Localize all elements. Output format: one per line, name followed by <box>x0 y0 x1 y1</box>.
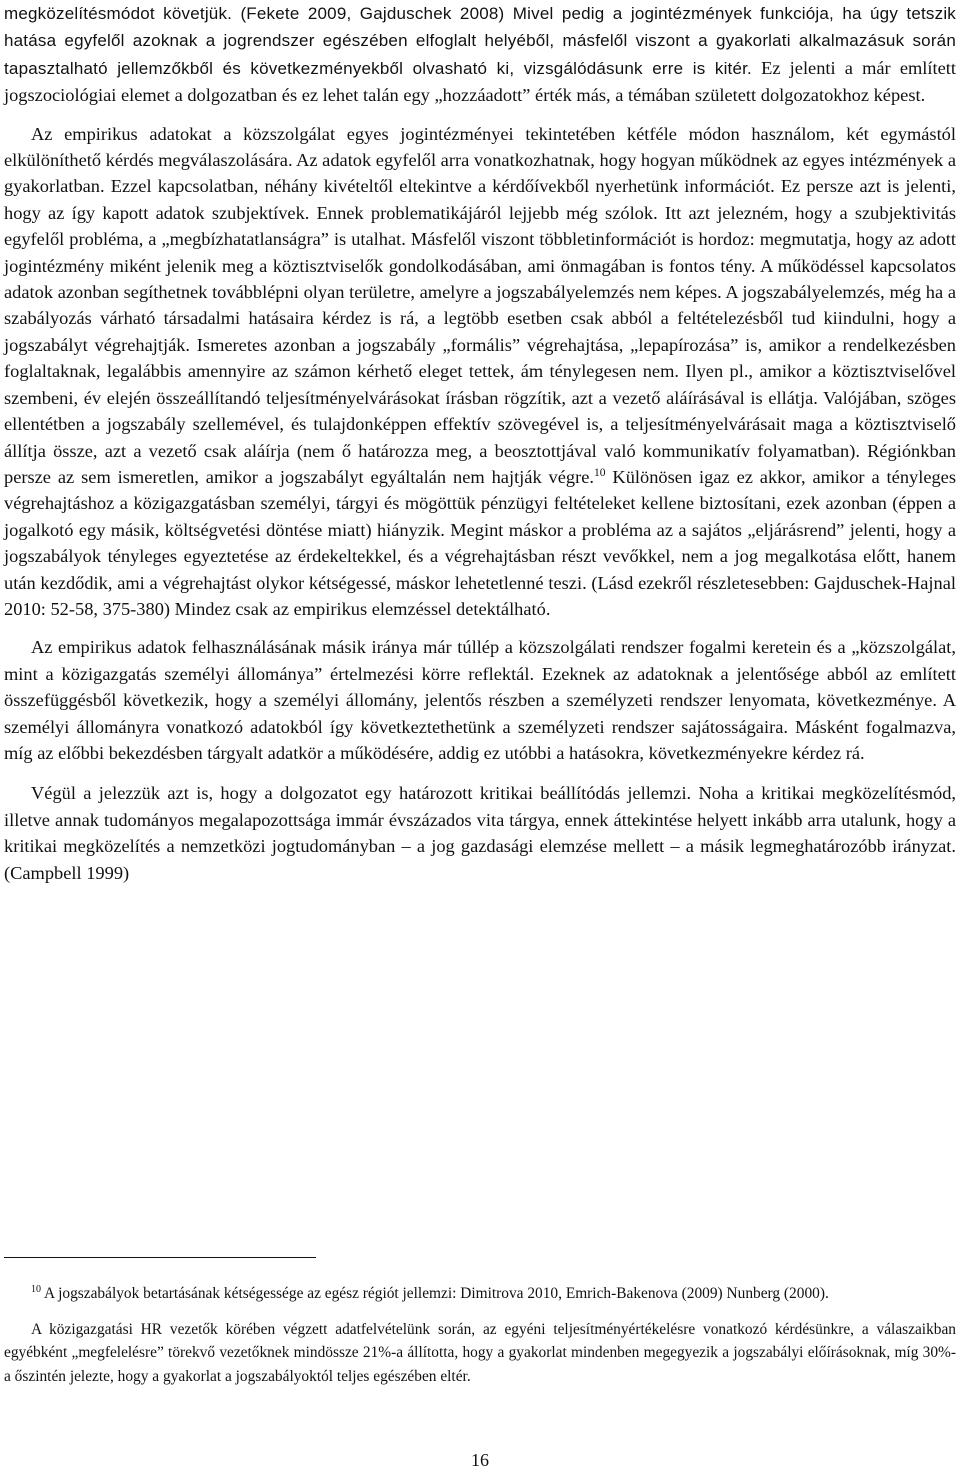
footnote-10-text: A jogszabályok betartásának kétségessége az egész régiót jellemzi: Dimitrova 2010, Emrich-Bakenova (2009) Nunberg (2000). <box>41 1285 829 1302</box>
personnel-data-paragraph <box>4 634 956 766</box>
footnote-separator <box>4 1257 316 1258</box>
critical-approach-text: Végül a jelezzük azt is, hogy a dolgozatot egy határozott kritikai beállítódás jellemzi. Noha a kritikai megközelítésmód, illetve annak tudományos megalapozottsága immár évszázados vita tárgya, ennek áttekintése helyett inkább arra utalunk, hogy a kritikai megközelítés a nemzetközi jogtudományban – a jog gazdasági elemzése mellett – a másik legmeghatározóbb irányzat. (Campbell 1999) <box>4 783 956 883</box>
footnote-10 <box>4 1282 956 1306</box>
intro-text-serif: Ez jelenti a már említett jogszociológiai elemet a dolgozatban és ez lehet talán egy „hozzáadott” érték más, a témában született dolgozatokhoz képest. <box>4 57 956 106</box>
footnote-marker: 10 <box>31 1283 41 1295</box>
empirical-data-paragraph <box>4 121 956 623</box>
document-page <box>4 0 956 886</box>
intro-text-sans: megközelítésmódot követjük. (Fekete 2009, Gajduschek 2008) Mivel pedig a jogintézmények funkciója, ha úgy tetszik hatása egyfelől azoknak a jogrendszer egészében elfoglalt helyéből, másfelől viszont a gyakorlati alkalmazásuk során tapasztalható jellemzőkből és következményekből olvasható ki, vizsgálódásunk erre is kitér. <box>4 4 956 78</box>
footnote-10-continuation <box>4 1318 956 1389</box>
intro-paragraph <box>4 0 956 109</box>
empirical-data-text-continued: Különösen igaz ez akkor, amikor a tényleges végrehajtáshoz a közigazgatásban személyi, tárgyi és mögöttük pénzügyi feltételeket kellene biztosítani, ezek azonban (éppen a jogalkotó egy másik, költségvetési döntése miatt) hiányzik. Megint máskor a probléma az a sajátos „eljárásrend” jelenti, hogy a jogszabályok tényleges egyeztetése az érdekeltekkel, és a végrehajtásban részt vevőkkel, nem a jog megalkotása előtt, hanem után kezdődik, ami a végrehajtást olykor kétségessé, máskor lehetetlenné teszi. (Lásd ezekről részletesebben: Gajduschek-Hajnal 2010: 52-58, 375-380) Mindez csak az empirikus elemzéssel detektálható. <box>4 466 956 619</box>
footnotes <box>4 1282 956 1388</box>
empirical-data-text: Az empirikus adatokat a közszolgálat egyes jogintézményei tekintetében kétféle módon használom, két egymástól elkülöníthető kérdés megválaszolására. Az adatok egyfelől arra vonatkozhatnak, hogy hogyan működnek az egyes intézmények a gyakorlatban. Ezzel kapcsolatban, néhány kivételtől eltekintve a kérdőívekből nyerhetünk információt. Ez persze azt is jelenti, hogy az így kapott adatok szubjektívek. Ennek problematikájáról lejjebb még szólok. Itt azt jelezném, hogy a szubjektivitás egyfelől probléma, a „megbízhatatlanságra” is utalhat. Másfelől viszont többletinformációt is hordoz: megmutatja, hogy az adott jogintézmény miként jelenik meg a köztisztviselők gondolkodásában, ami önmagában is fontos tény. A működéssel kapcsolatos adatok azonban segíthetnek továbblépni olyan területre, amelyre a jogszabályelemzés nem képes. A jogszabályelemzés, még ha a szabályozás várható társadalmi hatásaira kérdez is rá, a legtöbb esetben csak abból a feltételezésből tud kiindulni, hogy a jogszabályt végrehajtják. Ismeretes azonban a jogszabály „formális” végrehajtása, „lepapírozása” is, amikor a rendelkezésben foglaltaknak, legalábbis amennyire az számon kérhető eleget tettek, ám ténylegesen nem. Ilyen pl., amikor a köztisztviselővel szembeni, év elején összeállítandó teljesítményelvárásokat írásban rögzítik, azt a vezető aláírásával is ellátja. Valójában, szöges ellentétben a jogszabály szellemével, és tulajdonképpen effektív szövegével is, a teljesítményelvárásait maga a köztisztviselő állítja össze, azt a vezető csak aláírja (nem ő határozza meg, a beosztottjával való kommunikatív folyamatban). Régiónkban persze az sem ismeretlen, amikor a jogszabályt egyáltalán nem hajtják végre. <box>4 123 956 487</box>
footnote-10-continuation-text: A közigazgatási HR vezetők körében végzett adatfelvételünk során, az egyéni teljesítményértékelésre vonatkozó kérdésünkre, a válaszaikban egyébként „megfelelésre” törekvő vezetőknek mindössze 21%-a állította, hogy a gyakorlat mindenben megegyezik a jogszabályi előírásoknak, míg 30%-a őszintén jelezte, hogy a gyakorlat a jogszabályoktól teljes egészében eltér. <box>4 1320 956 1385</box>
personnel-data-text: Az empirikus adatok felhasználásának másik iránya már túllép a közszolgálati rendszer fogalmi keretein és a „közszolgálat, mint a közigazgatás személyi állománya” értelmezési körre reflektál. Ezeknek az adatoknak a jelentősége abból az említett összefüggésből következik, hogy a személyi állomány, jelentős részben a személyzeti rendszer lenyomata, következménye. A személyi állományra vonatkozó adatokból így következtethetünk a személyzeti rendszer sajátosságaira. Másként fogalmazva, míg az előbbi bekezdésben tárgyalt adatkör a működésére, addig ez utóbbi a hatásokra, következményekre kérdez rá. <box>4 637 956 763</box>
page-number: 16 <box>471 1450 489 1470</box>
footnote-reference[interactable]: 10 <box>594 466 606 479</box>
critical-approach-paragraph <box>4 780 956 886</box>
